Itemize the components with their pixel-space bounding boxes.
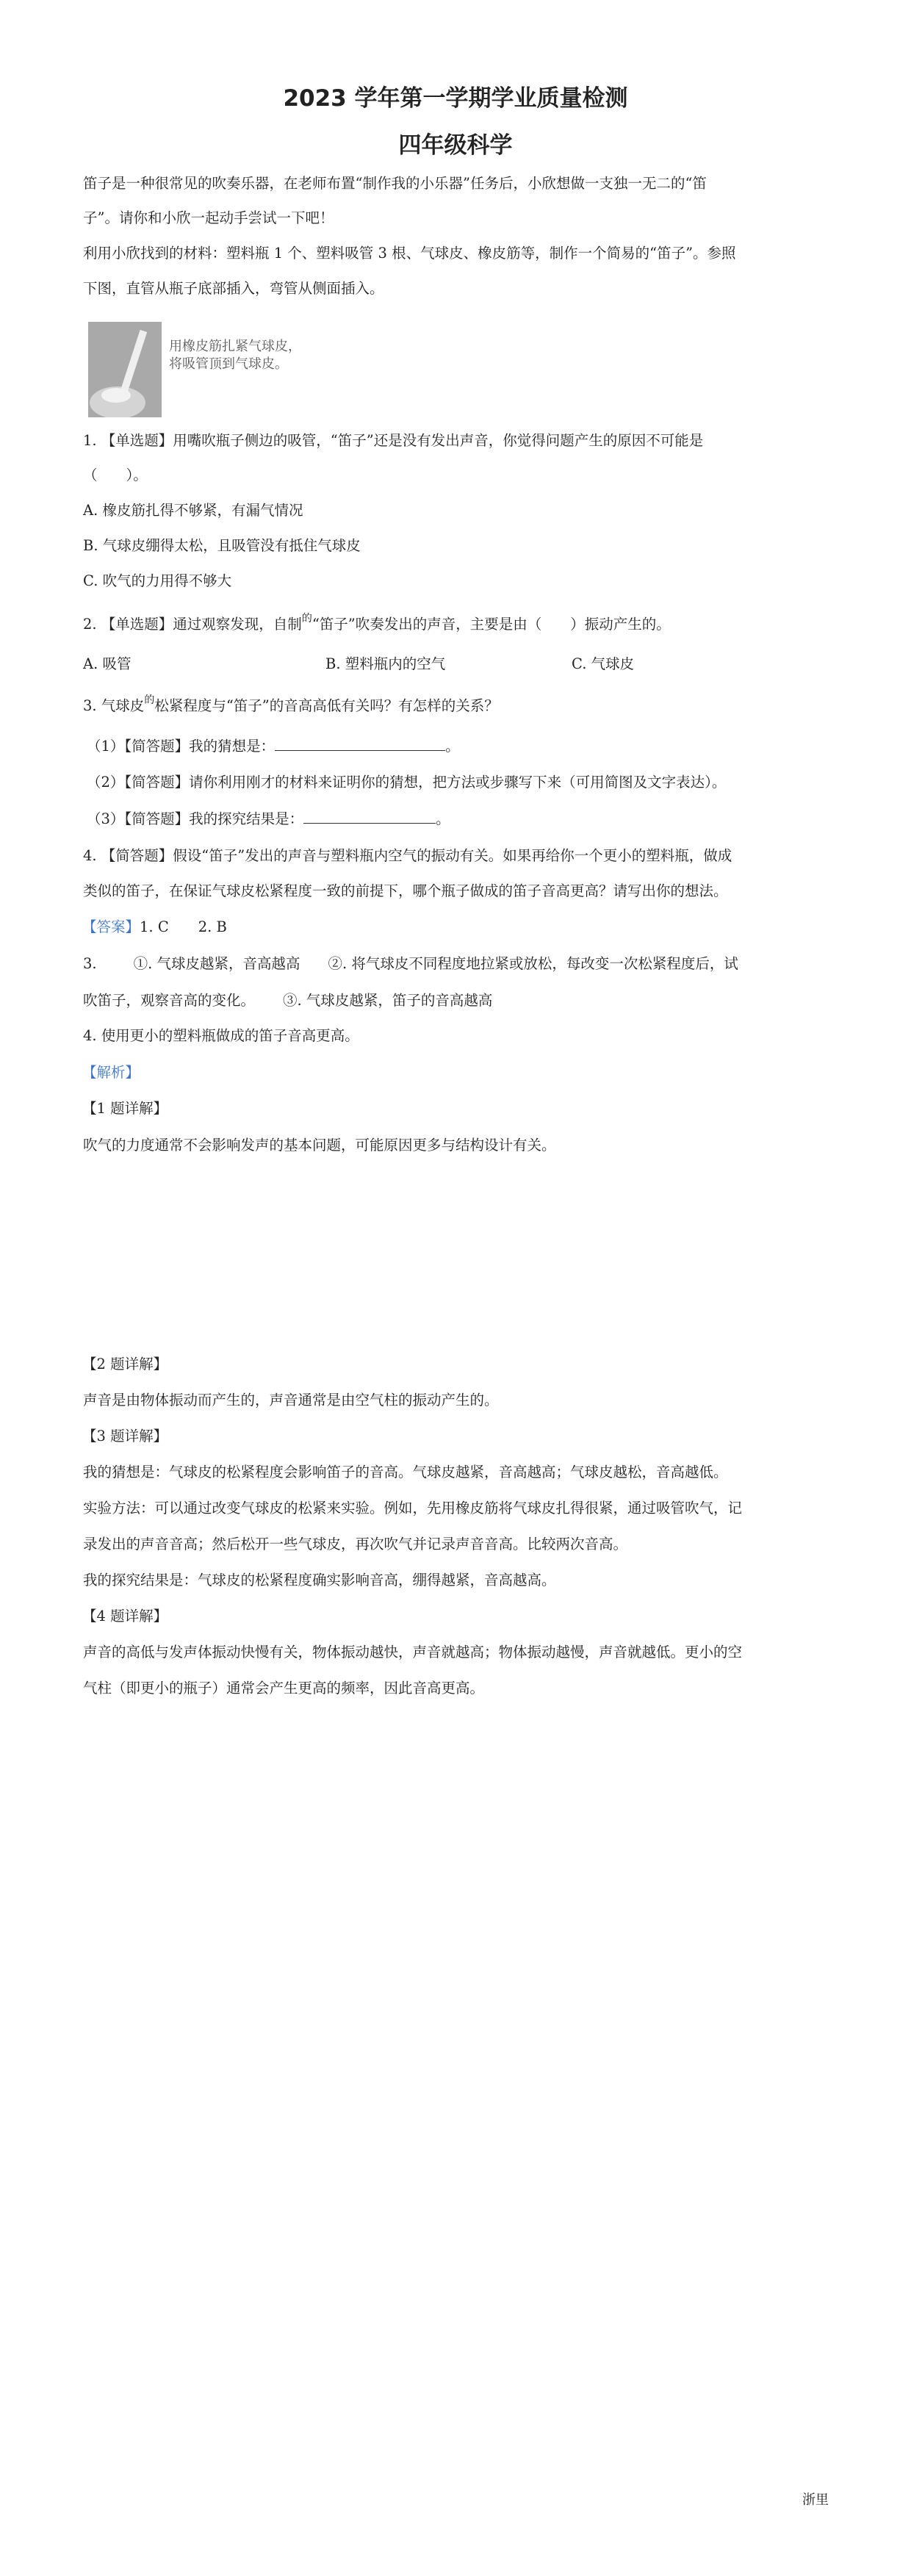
question-3-part-1	[87, 737, 460, 755]
analysis-heading-2: 【2 题详解】	[82, 1356, 168, 1372]
analysis-label: 【解析】	[82, 1064, 140, 1081]
answer-3-part-2: ②. 将气球皮不同程度地拉紧或放松，每改变一次松紧程度后，试	[328, 955, 738, 972]
analysis-text-3: 实验方法：可以通过改变气球皮的松紧来实验。例如，先用橡皮筋将气球皮扎得很紧，通过吸管吹气，记	[83, 1500, 743, 1517]
answer-1: 1. C	[140, 918, 169, 935]
answer-3-part-1: ①. 气球皮越紧，音高越高	[133, 955, 300, 972]
question-3-stem-a: 3. 气球皮	[83, 697, 145, 714]
question-1-option-a: A. 橡皮筋扎得不够紧，有漏气情况	[83, 502, 303, 519]
answer-3-number: 3.	[83, 955, 97, 972]
question-2-stem-a: 2. 【单选题】通过观察发现，自制	[83, 616, 302, 633]
analysis-heading-1: 【1 题详解】	[82, 1100, 168, 1117]
question-2-stem-b: “笛子”吹奏发出的声音，主要是由（ ）振动产生的。	[312, 616, 671, 633]
analysis-text-4: 气柱（即更小的瓶子）通常会产生更高的频率，因此音高更高。	[83, 1680, 485, 1697]
answer-2: 2. B	[198, 918, 227, 935]
question-1-stem: （ ）。	[83, 467, 148, 483]
answer-3-row	[83, 955, 738, 973]
question-2-option-a: A. 吸管	[83, 655, 132, 672]
footer-watermark: 浙里	[802, 2492, 829, 2508]
analysis-text-4: 声音的高低与发声体振动快慢有关，物体振动越快，声音就越高；物体振动越慢，声音就越低。更小的空	[83, 1644, 743, 1661]
flute-photo	[88, 322, 162, 417]
question-2-stem	[83, 613, 671, 635]
question-3-part-3-label: （3）【简答题】我的探究结果是：	[87, 810, 304, 827]
flute-figure	[88, 316, 309, 419]
answer-3-part-2-cont: 吹笛子，观察音高的变化。	[83, 992, 256, 1009]
analysis-text-3: 我的猜想是：气球皮的松紧程度会影响笛子的音高。气球皮越紧，音高越高；气球皮越松，音高越低。	[83, 1464, 728, 1481]
answer-3-row-2	[83, 992, 492, 1010]
question-1-stem: 1. 【单选题】用嘴吹瓶子侧边的吸管，“笛子”还是没有发出声音，你觉得问题产生的原因不可能是	[83, 432, 704, 449]
answer-row	[82, 918, 227, 936]
intro-line: 利用小欣找到的材料：塑料瓶 1 个、塑料吸管 3 根、气球皮、橡皮筋等，制作一个简易的“笛子”。参照	[83, 245, 736, 262]
sentence-end: 。	[445, 738, 460, 755]
figure-caption: 用橡皮筋扎紧气球皮，将吸管顶到气球皮。	[169, 339, 301, 372]
question-3-part-3	[87, 810, 450, 828]
intro-line: 笛子是一种很常见的吹奏乐器，在老师布置“制作我的小乐器”任务后，小欣想做一支独一无二的“笛	[83, 175, 707, 192]
question-1-option-b: B. 气球皮绷得太松，且吸管没有抵住气球皮	[83, 537, 361, 554]
exam-title: 2023 学年第一学期学业质量检测	[283, 85, 628, 112]
question-2-option-c: C. 气球皮	[572, 655, 635, 672]
answer-blank[interactable]	[275, 737, 445, 751]
analysis-heading-4: 【4 题详解】	[82, 1608, 168, 1625]
sentence-end: 。	[436, 810, 450, 827]
answer-blank[interactable]	[303, 810, 436, 824]
analysis-text-1: 吹气的力度通常不会影响发声的基本问题，可能原因更多与结构设计有关。	[83, 1137, 556, 1154]
question-3-stem	[83, 694, 499, 716]
question-3-stem-b: 松紧程度与“笛子”的音高高低有关吗？有怎样的关系？	[154, 697, 499, 714]
analysis-text-2: 声音是由物体振动而产生的，声音通常是由空气柱的振动产生的。	[83, 1392, 499, 1408]
question-4-stem: 4. 【简答题】假设“笛子”发出的声音与塑料瓶内空气的振动有关。如果再给你一个更小的塑料瓶，做成	[83, 847, 732, 864]
intro-line: 子”。请你和小欣一起动手尝试一下吧！	[83, 209, 334, 226]
question-4-stem: 类似的笛子，在保证气球皮松紧程度一致的前提下，哪个瓶子做成的笛子音高更高？请写出你的想法。	[83, 882, 728, 899]
analysis-text-3: 我的探究结果是：气球皮的松紧程度确实影响音高，绷得越紧，音高越高。	[83, 1572, 556, 1589]
question-3-part-1-label: （1）【简答题】我的猜想是：	[87, 738, 276, 755]
question-1-option-c: C. 吹气的力用得不够大	[83, 572, 232, 589]
answer-3-part-3: ③. 气球皮越紧，笛子的音高越高	[283, 992, 493, 1009]
question-2-stem-sup: 的	[301, 613, 312, 625]
exam-subject: 四年级科学	[398, 132, 513, 159]
question-3-part-2: （2）【简答题】请你利用刚才的材料来证明你的猜想，把方法或步骤写下来（可用简图及文字表达）。	[87, 774, 727, 791]
answer-label: 【答案】	[82, 918, 140, 935]
analysis-text-3: 录发出的声音音高；然后松开一些气球皮，再次吹气并记录声音音高。比较两次音高。	[83, 1536, 628, 1553]
answer-4: 4. 使用更小的塑料瓶做成的笛子音高更高。	[83, 1027, 359, 1044]
analysis-heading-3: 【3 题详解】	[82, 1428, 168, 1444]
question-2-option-b: B. 塑料瓶内的空气	[325, 655, 446, 672]
intro-line: 下图，直管从瓶子底部插入，弯管从侧面插入。	[83, 280, 384, 297]
question-3-stem-sup: 的	[144, 694, 155, 706]
